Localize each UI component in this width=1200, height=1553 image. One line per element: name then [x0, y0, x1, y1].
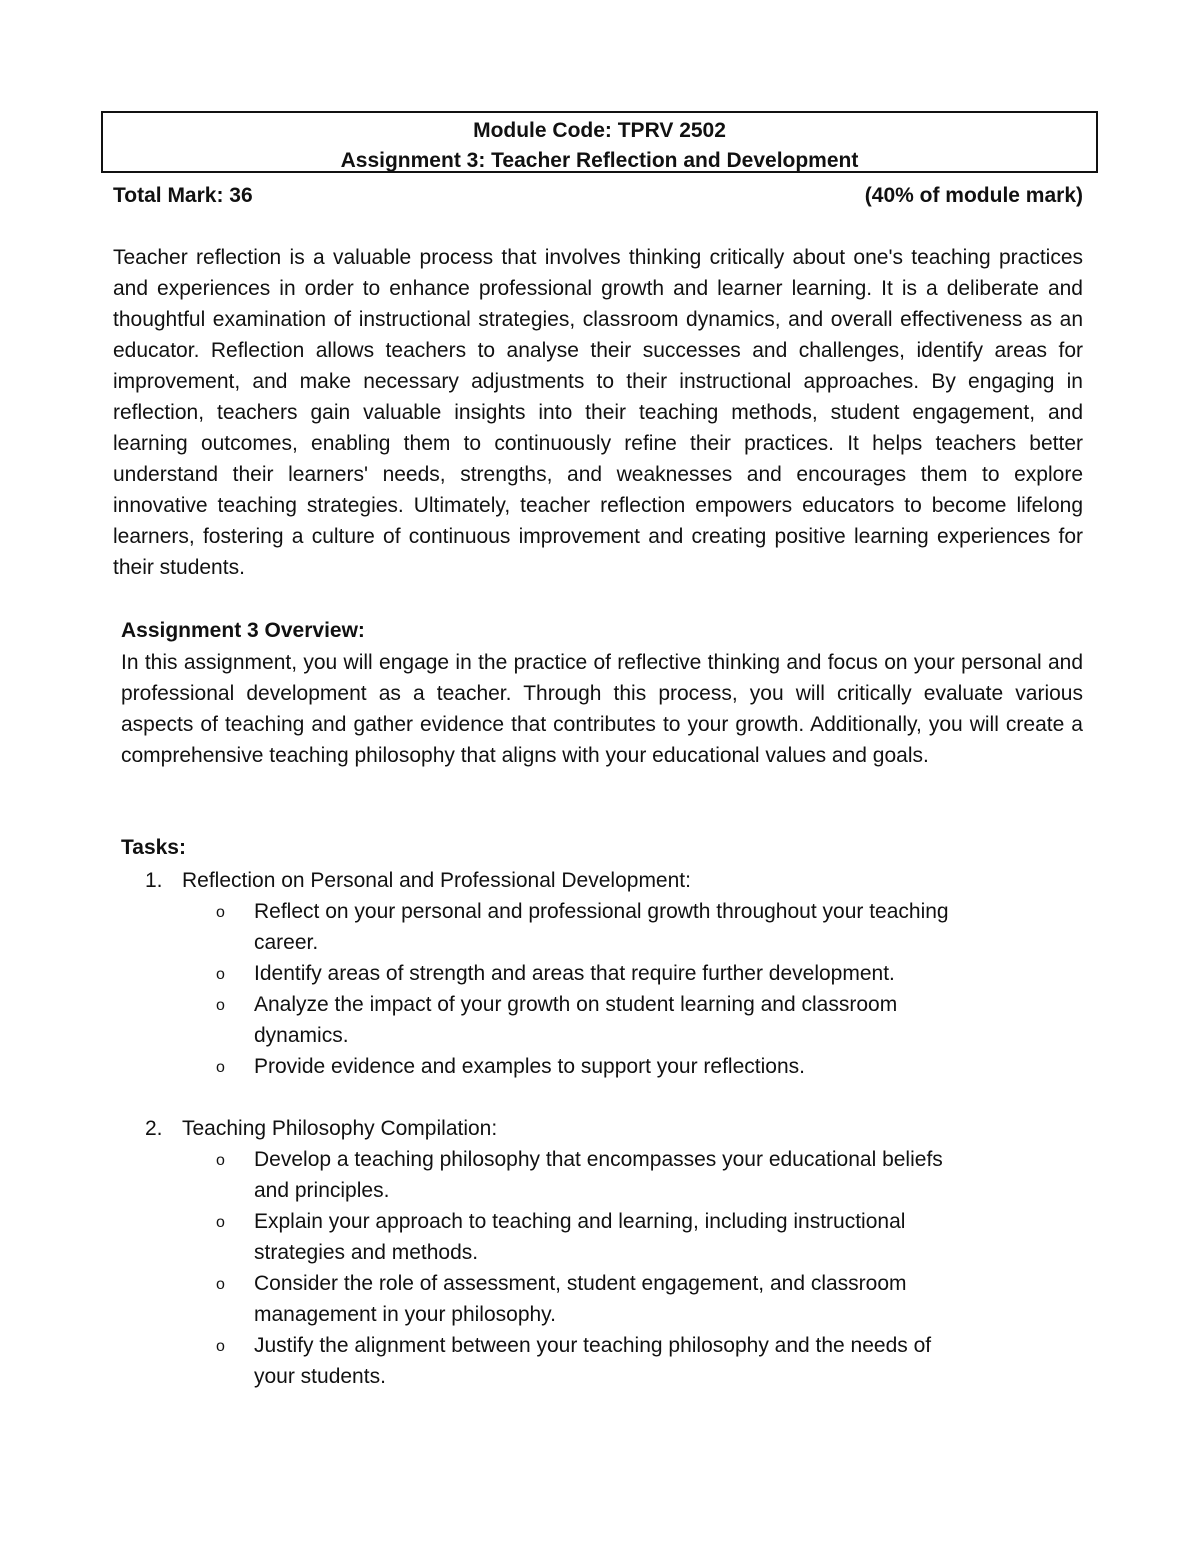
tasks-heading: Tasks:: [121, 836, 186, 859]
list-item: [145, 989, 974, 1051]
list-item: [145, 1268, 974, 1330]
total-mark: Total Mark: 36: [113, 184, 253, 207]
module-weight: (40% of module mark): [864, 184, 1083, 207]
marks-row: [113, 183, 1083, 209]
circle-bullet-icon: o: [216, 1214, 225, 1231]
task-subitems: [145, 1144, 1085, 1392]
circle-bullet-icon: o: [216, 1059, 225, 1076]
list-item: [145, 1206, 974, 1268]
module-header-box: [101, 111, 1098, 173]
task-item: [145, 865, 1085, 1082]
circle-bullet-icon: o: [216, 1152, 225, 1169]
task-number: 2.: [145, 1117, 163, 1140]
list-item-text: Analyze the impact of your growth on student learning and classroom dynamics.: [254, 993, 898, 1047]
task-item: [145, 1113, 1085, 1392]
circle-bullet-icon: o: [216, 1338, 225, 1355]
circle-bullet-icon: o: [216, 1276, 225, 1293]
list-item-text: Develop a teaching philosophy that encompasses your educational beliefs and principles.: [254, 1148, 943, 1202]
list-item-text: Explain your approach to teaching and learning, including instructional strategies and methods.: [254, 1210, 906, 1264]
task-heading: [145, 865, 1085, 896]
module-code: Module Code: TPRV 2502: [473, 119, 726, 142]
task-title: Reflection on Personal and Professional Development:: [182, 869, 691, 892]
task-heading: [145, 1113, 1085, 1144]
circle-bullet-icon: o: [216, 904, 225, 921]
overview-paragraph: In this assignment, you will engage in the practice of reflective thinking and focus on your personal and professional development as a teacher. Through this process, you will critically evaluate various aspects of teaching and gather evidence that contributes to your growth. Additionally, you will create a comprehensive teaching philosophy that aligns with your educational values and goals.: [121, 651, 1083, 767]
circle-bullet-icon: o: [216, 997, 225, 1014]
list-item-text: Justify the alignment between your teaching philosophy and the needs of your students.: [254, 1334, 932, 1388]
list-item-text: Reflect on your personal and professional growth throughout your teaching career.: [254, 900, 949, 954]
list-item: [145, 958, 974, 989]
list-item-text: Identify areas of strength and areas that require further development.: [254, 962, 895, 985]
list-item: [145, 1051, 974, 1082]
list-item-text: Provide evidence and examples to support your reflections.: [254, 1055, 805, 1078]
task-title: Teaching Philosophy Compilation:: [182, 1117, 498, 1140]
list-item: [145, 1330, 974, 1392]
task-subitems: [145, 896, 1085, 1082]
list-item: [145, 896, 974, 958]
list-item-text: Consider the role of assessment, student engagement, and classroom management in your philosophy.: [254, 1272, 907, 1326]
assignment-title: Assignment 3: Teacher Reflection and Development: [340, 149, 859, 172]
list-item: [145, 1144, 974, 1206]
circle-bullet-icon: o: [216, 966, 225, 983]
overview-heading: Assignment 3 Overview:: [121, 619, 365, 642]
task-number: 1.: [145, 869, 163, 892]
intro-paragraph: Teacher reflection is a valuable process that involves thinking critically about one's teaching practices and experiences in order to enhance professional growth and learner learning. It is a deliberate and thoughtful examination of instructional strategies, classroom dynamics, and overall effectiveness as an educator. Reflection allows teachers to analyse their successes and challenges, identify areas for improvement, and make necessary adjustments to their instructional approaches. By engaging in reflection, teachers gain valuable insights into their teaching methods, student engagement, and learning outcomes, enabling them to continuously refine their practices. It helps teachers better understand their learners' needs, strengths, and weaknesses and encourages them to explore innovative teaching strategies. Ultimately, teacher reflection empowers educators to become lifelong learners, fostering a culture of continuous improvement and creating positive learning experiences for their students.: [113, 246, 1083, 579]
